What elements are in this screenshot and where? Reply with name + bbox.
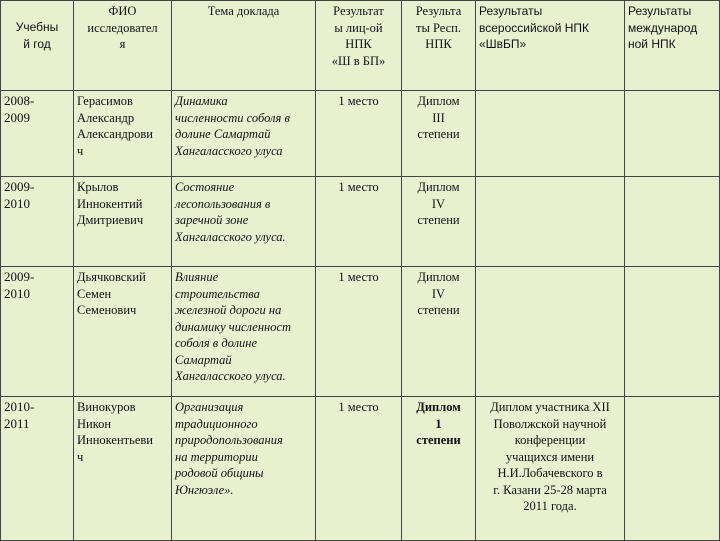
table-row [1,177,720,267]
cell-russia-result [476,177,625,267]
cell-russia-result [476,267,625,397]
cell-name: Винокуров Никон Иннокентьеви ч [74,397,172,541]
cell-year: 2009- 2010 [1,267,74,397]
cell-topic: Динамика численности соболя в долине Самартай Хангаласского улуса [172,91,316,177]
header-school-result: Результат ы лиц-ой НПК «Ш в БП» [316,1,402,91]
header-name: ФИО исследовател я [74,1,172,91]
header-russia-result: Результаты всероссийской НПК «ШвБП» [476,1,625,91]
cell-name: Дьячковский Семен Семенович [74,267,172,397]
cell-school-result: 1 место [316,177,402,267]
cell-republic-result: Диплом IV степени [402,177,476,267]
header-topic: Тема доклада [172,1,316,91]
cell-republic-result: Диплом III степени [402,91,476,177]
cell-intl-result [625,177,720,267]
cell-russia-result [476,91,625,177]
header-republic-result: Результа ты Респ. НПК [402,1,476,91]
table-row [1,267,720,397]
cell-intl-result [625,397,720,541]
cell-russia-result: Диплом участника XII Поволжской научной конференции учащихся имени Н.И.Лобачевского в г. Казани 25-28 марта 2011 года. [476,397,625,541]
table-row [1,397,720,541]
cell-year: 2008- 2009 [1,91,74,177]
cell-school-result: 1 место [316,91,402,177]
cell-intl-result [625,267,720,397]
cell-republic-result: Диплом 1 степени [402,397,476,541]
cell-intl-result [625,91,720,177]
cell-topic: Состояние лесопользования в заречной зоне Хангаласского улуса. [172,177,316,267]
cell-school-result: 1 место [316,397,402,541]
cell-school-result: 1 место [316,267,402,397]
header-year: Учебны й год [1,1,74,91]
cell-topic: Влияние строительства железной дороги на динамику численност соболя в долине Самартай Хангаласского улуса. [172,267,316,397]
header-intl-result: Результаты международ ной НПК [625,1,720,91]
table-row [1,91,720,177]
cell-republic-result: Диплом IV степени [402,267,476,397]
cell-topic: Организация традиционного природопользования на территории родовой общины Юнгюэле». [172,397,316,541]
cell-year: 2009- 2010 [1,177,74,267]
cell-name: Крылов Иннокентий Дмитриевич [74,177,172,267]
cell-name: Герасимов Александр Александрови ч [74,91,172,177]
cell-year: 2010- 2011 [1,397,74,541]
header-row [1,1,720,91]
